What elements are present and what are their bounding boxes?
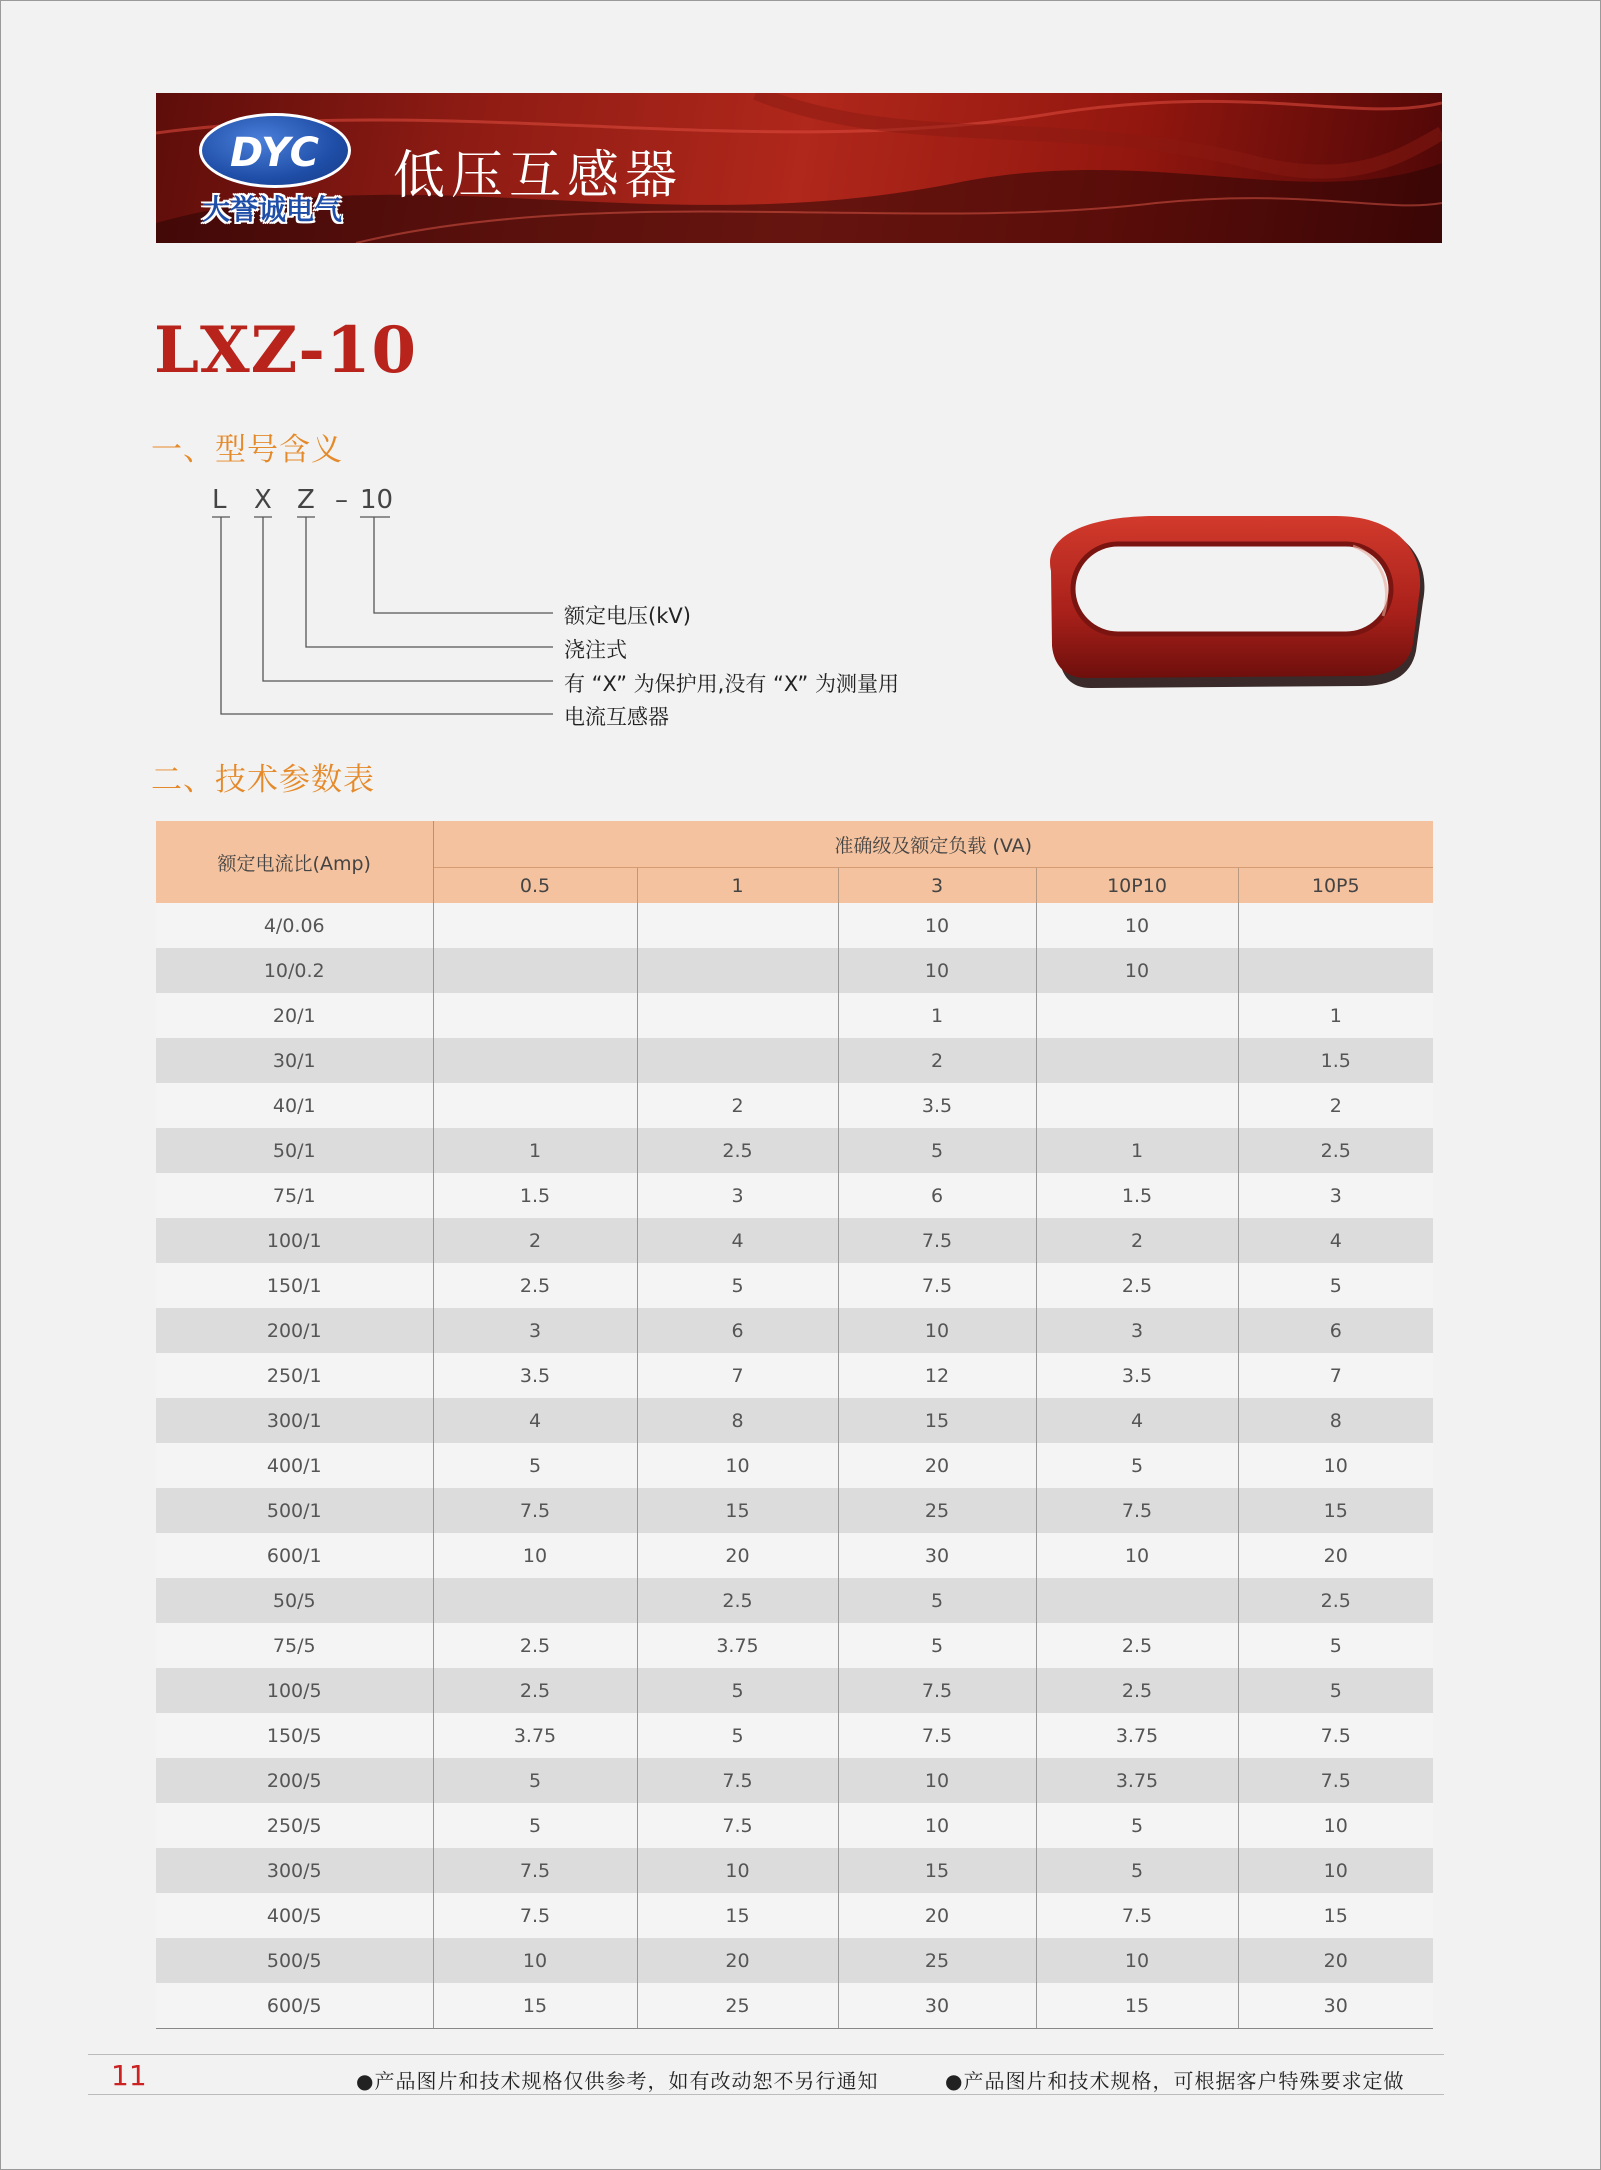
cell-burden-value: 3 (1036, 1308, 1238, 1353)
header-current-ratio: 额定电流比(Amp) (156, 821, 433, 903)
cell-current-ratio: 40/1 (156, 1083, 433, 1128)
header-accuracy-class: 准确级及额定负载 (VA) (433, 821, 1433, 868)
section-tech-params-heading: 二、技术参数表 (151, 762, 375, 798)
cell-current-ratio: 150/5 (156, 1713, 433, 1758)
table-row (156, 1263, 1433, 1308)
cell-burden-value: 15 (838, 1398, 1036, 1443)
cell-burden-value: 2.5 (637, 1578, 838, 1623)
cell-current-ratio: 300/5 (156, 1848, 433, 1893)
cell-current-ratio: 100/5 (156, 1668, 433, 1713)
cell-burden-value: 3 (433, 1308, 637, 1353)
desc-current-transformer: 电流互感器 (564, 705, 669, 729)
cell-burden-value (433, 993, 637, 1038)
cell-burden-value: 10 (1036, 1533, 1238, 1578)
table-row (156, 1173, 1433, 1218)
cell-burden-value (433, 948, 637, 993)
cell-burden-value: 7.5 (838, 1218, 1036, 1263)
table-row (156, 1353, 1433, 1398)
cell-burden-value: 5 (1036, 1803, 1238, 1848)
cell-burden-value (433, 1083, 637, 1128)
cell-burden-value: 2 (1036, 1218, 1238, 1263)
cell-current-ratio: 500/5 (156, 1938, 433, 1983)
table-row (156, 1398, 1433, 1443)
cell-burden-value: 30 (838, 1983, 1036, 2029)
cell-burden-value: 10 (433, 1533, 637, 1578)
cell-burden-value: 10 (433, 1938, 637, 1983)
cell-current-ratio: 400/1 (156, 1443, 433, 1488)
cell-burden-value: 10 (838, 948, 1036, 993)
cell-burden-value: 4 (637, 1218, 838, 1263)
cell-burden-value: 1 (1238, 993, 1433, 1038)
cell-burden-value: 15 (637, 1488, 838, 1533)
table-row (156, 1218, 1433, 1263)
table-row (156, 1803, 1433, 1848)
table-row (156, 1983, 1433, 2029)
cell-burden-value: 30 (838, 1533, 1036, 1578)
table-row (156, 993, 1433, 1038)
table-row (156, 1758, 1433, 1803)
table-row (156, 1713, 1433, 1758)
banner-title: 低压互感器 (393, 146, 684, 206)
cell-burden-value: 20 (838, 1893, 1036, 1938)
cell-current-ratio: 300/1 (156, 1398, 433, 1443)
cell-burden-value: 7.5 (1238, 1713, 1433, 1758)
cell-burden-value: 2 (838, 1038, 1036, 1083)
cell-burden-value: 2 (1238, 1083, 1433, 1128)
cell-burden-value: 7.5 (433, 1488, 637, 1533)
cell-burden-value: 3.75 (637, 1623, 838, 1668)
cell-burden-value (1036, 1578, 1238, 1623)
cell-burden-value: 5 (838, 1578, 1036, 1623)
desc-cast-type: 浇注式 (564, 638, 627, 662)
cell-burden-value (1238, 948, 1433, 993)
tech-params-table (156, 821, 1433, 2029)
code-letter-l: L (212, 485, 227, 515)
cell-burden-value: 10 (838, 1308, 1036, 1353)
cell-burden-value: 30 (1238, 1983, 1433, 2029)
desc-protection: 有 “X” 为保护用,没有 “X” 为测量用 (564, 672, 899, 696)
cell-burden-value: 5 (838, 1128, 1036, 1173)
cell-current-ratio: 600/5 (156, 1983, 433, 2029)
cell-burden-value: 10 (1036, 903, 1238, 948)
cell-burden-value: 7 (1238, 1353, 1433, 1398)
cell-burden-value: 1.5 (1238, 1038, 1433, 1083)
footer-note-custom: ●产品图片和技术规格，可根据客户特殊要求定做 (945, 2069, 1405, 2093)
cell-burden-value: 15 (838, 1848, 1036, 1893)
cell-current-ratio: 50/5 (156, 1578, 433, 1623)
table-row (156, 1533, 1433, 1578)
cell-burden-value: 7.5 (1036, 1488, 1238, 1533)
cell-burden-value: 2.5 (1238, 1128, 1433, 1173)
cell-burden-value: 2 (637, 1083, 838, 1128)
cell-burden-value: 5 (433, 1443, 637, 1488)
desc-rated-voltage: 额定电压(kV) (564, 604, 691, 628)
cell-burden-value: 2.5 (1036, 1623, 1238, 1668)
cell-burden-value (637, 1038, 838, 1083)
cell-burden-value: 15 (1036, 1983, 1238, 2029)
cell-current-ratio: 250/1 (156, 1353, 433, 1398)
cell-current-ratio: 200/5 (156, 1758, 433, 1803)
cell-burden-value: 2.5 (1238, 1578, 1433, 1623)
cell-current-ratio: 30/1 (156, 1038, 433, 1083)
cell-burden-value: 7.5 (838, 1713, 1036, 1758)
subheader-col-4: 10P10 (1036, 868, 1238, 904)
cell-burden-value: 7.5 (838, 1263, 1036, 1308)
cell-burden-value: 20 (637, 1938, 838, 1983)
cell-current-ratio: 500/1 (156, 1488, 433, 1533)
cell-burden-value: 5 (1036, 1443, 1238, 1488)
cell-burden-value: 20 (1238, 1938, 1433, 1983)
cell-burden-value: 10 (637, 1848, 838, 1893)
cell-burden-value: 6 (637, 1308, 838, 1353)
code-letter-x: X (254, 485, 272, 515)
cell-current-ratio: 75/5 (156, 1623, 433, 1668)
cell-burden-value: 20 (838, 1443, 1036, 1488)
table-row (156, 1848, 1433, 1893)
cell-burden-value: 10 (1036, 948, 1238, 993)
cell-burden-value: 1 (433, 1128, 637, 1173)
cell-burden-value: 5 (1238, 1623, 1433, 1668)
footer-note-reference: ●产品图片和技术规格仅供参考，如有改动恕不另行通知 (356, 2069, 879, 2093)
cell-burden-value: 7.5 (433, 1893, 637, 1938)
cell-burden-value: 7 (637, 1353, 838, 1398)
cell-burden-value: 5 (1238, 1263, 1433, 1308)
cell-burden-value: 10 (838, 903, 1036, 948)
cell-burden-value: 1.5 (433, 1173, 637, 1218)
code-dash: – (335, 485, 348, 515)
cell-burden-value: 15 (1238, 1488, 1433, 1533)
cell-burden-value: 15 (433, 1983, 637, 2029)
footer-bottom-rule (88, 2094, 1444, 2095)
table-row (156, 1488, 1433, 1533)
table-row (156, 903, 1433, 948)
cell-burden-value: 10 (1238, 1848, 1433, 1893)
table-row (156, 1038, 1433, 1083)
cell-burden-value: 7.5 (637, 1758, 838, 1803)
cell-burden-value: 8 (637, 1398, 838, 1443)
table-row (156, 1128, 1433, 1173)
cell-burden-value (637, 903, 838, 948)
subheader-col-2: 1 (637, 868, 838, 904)
cell-burden-value: 5 (1238, 1668, 1433, 1713)
cell-burden-value: 10 (1238, 1443, 1433, 1488)
cell-burden-value: 7.5 (637, 1803, 838, 1848)
cell-current-ratio: 50/1 (156, 1128, 433, 1173)
cell-burden-value: 2.5 (637, 1128, 838, 1173)
cell-burden-value (1036, 1083, 1238, 1128)
cell-burden-value: 5 (1036, 1848, 1238, 1893)
cell-current-ratio: 10/0.2 (156, 948, 433, 993)
logo-company-name: 大誉诚电气 (202, 193, 343, 226)
cell-burden-value: 4 (433, 1398, 637, 1443)
code-letter-z: Z (297, 485, 315, 515)
cell-current-ratio: 400/5 (156, 1893, 433, 1938)
logo-text: DYC (230, 130, 320, 176)
subheader-col-1: 0.5 (433, 868, 637, 904)
cell-burden-value: 5 (637, 1668, 838, 1713)
cell-burden-value: 12 (838, 1353, 1036, 1398)
cell-burden-value: 1 (1036, 1128, 1238, 1173)
cell-burden-value: 7.5 (1238, 1758, 1433, 1803)
subheader-col-5: 10P5 (1238, 868, 1433, 904)
cell-burden-value: 3.5 (838, 1083, 1036, 1128)
cell-burden-value: 7.5 (838, 1668, 1036, 1713)
footer-top-rule (88, 2054, 1444, 2055)
cell-burden-value: 2 (433, 1218, 637, 1263)
cell-burden-value: 2.5 (433, 1263, 637, 1308)
cell-current-ratio: 600/1 (156, 1533, 433, 1578)
cell-burden-value: 15 (637, 1893, 838, 1938)
subheader-col-3: 3 (838, 868, 1036, 904)
cell-burden-value: 10 (637, 1443, 838, 1488)
cell-current-ratio: 250/5 (156, 1803, 433, 1848)
cell-burden-value: 4 (1238, 1218, 1433, 1263)
cell-current-ratio: 150/1 (156, 1263, 433, 1308)
table-row (156, 1083, 1433, 1128)
cell-burden-value: 5 (433, 1803, 637, 1848)
table-row (156, 1893, 1433, 1938)
table-row (156, 1308, 1433, 1353)
cell-burden-value: 25 (838, 1488, 1036, 1533)
cell-burden-value: 1.5 (1036, 1173, 1238, 1218)
cell-burden-value: 5 (838, 1623, 1036, 1668)
table-row (156, 1938, 1433, 1983)
cell-burden-value: 2.5 (433, 1623, 637, 1668)
cell-burden-value: 3.75 (433, 1713, 637, 1758)
cell-burden-value: 3.5 (433, 1353, 637, 1398)
code-voltage: 10 (360, 485, 394, 515)
cell-burden-value: 7.5 (1036, 1893, 1238, 1938)
cell-burden-value: 7.5 (433, 1848, 637, 1893)
cell-burden-value (637, 948, 838, 993)
cell-burden-value (433, 903, 637, 948)
cell-current-ratio: 75/1 (156, 1173, 433, 1218)
cell-burden-value: 20 (637, 1533, 838, 1578)
table-row (156, 1443, 1433, 1488)
cell-burden-value: 1 (838, 993, 1036, 1038)
section-model-meaning-heading: 一、型号含义 (151, 432, 343, 468)
cell-burden-value: 5 (637, 1713, 838, 1758)
transformer-product-image (1021, 516, 1441, 696)
cell-burden-value (637, 993, 838, 1038)
cell-burden-value: 10 (1036, 1938, 1238, 1983)
table-row (156, 1578, 1433, 1623)
cell-burden-value (433, 1578, 637, 1623)
cell-burden-value: 6 (1238, 1308, 1433, 1353)
cell-burden-value: 3.75 (1036, 1758, 1238, 1803)
cell-burden-value: 2.5 (433, 1668, 637, 1713)
cell-burden-value: 25 (838, 1938, 1036, 1983)
cell-burden-value: 10 (1238, 1803, 1433, 1848)
cell-burden-value: 15 (1238, 1893, 1433, 1938)
cell-burden-value: 20 (1238, 1533, 1433, 1578)
cell-current-ratio: 20/1 (156, 993, 433, 1038)
cell-current-ratio: 100/1 (156, 1218, 433, 1263)
cell-burden-value: 3.75 (1036, 1713, 1238, 1758)
page-number: 11 (111, 2059, 147, 2092)
cell-burden-value: 2.5 (1036, 1668, 1238, 1713)
cell-burden-value: 3 (637, 1173, 838, 1218)
cell-current-ratio: 200/1 (156, 1308, 433, 1353)
cell-burden-value: 5 (433, 1758, 637, 1803)
product-title: LXZ-10 (154, 313, 417, 388)
cell-burden-value (1036, 1038, 1238, 1083)
cell-burden-value: 25 (637, 1983, 838, 2029)
cell-burden-value: 3 (1238, 1173, 1433, 1218)
cell-burden-value (1238, 903, 1433, 948)
cell-burden-value: 2.5 (1036, 1263, 1238, 1308)
cell-burden-value: 5 (637, 1263, 838, 1308)
table-row (156, 1668, 1433, 1713)
cell-burden-value: 10 (838, 1803, 1036, 1848)
cell-current-ratio: 4/0.06 (156, 903, 433, 948)
cell-burden-value: 4 (1036, 1398, 1238, 1443)
cell-burden-value: 10 (838, 1758, 1036, 1803)
table-row (156, 948, 1433, 993)
table-row (156, 1623, 1433, 1668)
cell-burden-value: 6 (838, 1173, 1036, 1218)
cell-burden-value (433, 1038, 637, 1083)
cell-burden-value: 8 (1238, 1398, 1433, 1443)
cell-burden-value: 3.5 (1036, 1353, 1238, 1398)
cell-burden-value (1036, 993, 1238, 1038)
